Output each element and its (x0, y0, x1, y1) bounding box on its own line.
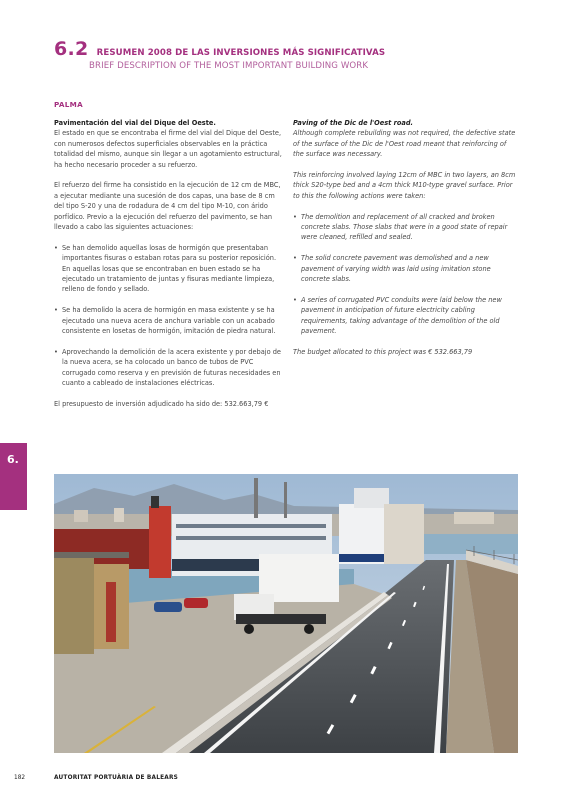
spanish-paragraph-2: El refuerzo del firme ha consistido en la ejecución de 12 cm de MBC, a ejecutar mediante una sucesión de dos capas, una base de 8 cm del tipo S-20 y una de rodadura de 4 cm del tipo M-10, con árido porfídico. Previo a la ejecución del refuerzo del pavimento, se han llevado a cabo las siguientes actuaciones: (54, 181, 281, 232)
port-road-photo (54, 474, 518, 753)
section-title-es: RESUMEN 2008 DE LAS INVERSIONES MÁS SIGNIFICATIVAS (96, 48, 386, 58)
spanish-paragraph-1: El estado en que se encontraba el firme del vial del Dique del Oeste, con numerosos defectos superficiales observables en la práctica totalidad del mismo, aunque sin llegar a un agotamiento estructural, ha hecho necesario proceder a su refuerzo. (54, 129, 282, 169)
section-header (54, 38, 534, 71)
section-number: 6.2 (54, 38, 89, 60)
page-number: 182 (14, 775, 26, 781)
spanish-bullet-2: • Se ha demolido la acera de hormigón en masa existente y se ha ejecutado una nueva acera de anchura variable con un acabado consistente en losetas de hormigón, imitación de piedra natural. (54, 305, 282, 336)
photo-illustration (54, 474, 518, 753)
english-bullet-1: • The demolition and replacement of all cracked and broken concrete slabs. Those slabs that were in a good state of repair were cleaned, refilled and sealed. (293, 212, 517, 243)
spanish-bullet-3: • Aprovechando la demolición de la acera existente y por debajo de la nueva acera, se ha colocado un banco de tubos de PVC corrugado como reserva y en previsión de futuras necesidades en cuanto a cableado de instalaciones eléctricas. (54, 347, 282, 389)
english-bullet-2: • The solid concrete pavement was demolished and a new pavement of varying width was laid using imitation stone concrete slabs. (293, 253, 517, 284)
chapter-tab (0, 443, 27, 510)
english-paragraph-1: Although complete rebuilding was not required, the defective state of the surface of the Dic de l'Oest road meant that reinforcing of the surface was necessary. (293, 129, 516, 159)
english-paragraph-2: This reinforcing involved laying 12cm of MBC in two layers, an 8cm thick S20-type bed and a 4cm thick M10-type gravel surface. Prior to this the following actions were taken: (293, 171, 516, 200)
spanish-bullet-1: • Se han demolido aquellas losas de hormigón que presentaban importantes fisuras o estaban rotas para su posterior reposición. En aquellas losas que se encontraban en buen estado se ha ejecutado un tratamiento de juntas y fisuras mediante limpieza, relleno de fondo y sellado. (54, 243, 282, 295)
section-title-en: BRIEF DESCRIPTION OF THE MOST IMPORTANT BUILDING WORK (89, 61, 369, 71)
chapter-tab-label: 6. (7, 453, 19, 466)
spanish-budget: El presupuesto de inversión adjudicado ha sido de: 532.663,79 € (54, 399, 269, 408)
place-label: PALMA (54, 100, 83, 109)
spanish-column (54, 118, 282, 420)
english-budget: The budget allocated to this project was € 532.663,79 (293, 347, 473, 356)
footer-organization: AUTORITAT PORTUÀRIA DE BALEARS (54, 775, 178, 781)
english-column (293, 118, 517, 368)
english-bullet-3: • A series of corrugated PVC conduits were laid below the new pavement in anticipation of future electricity cabling requirements, taking advantage of the demolition of the old pavement. (293, 295, 517, 337)
english-heading: Paving of the Dic de l'Oest road. (293, 119, 414, 127)
spanish-heading: Pavimentación del vial del Dique del Oeste. (54, 119, 216, 127)
